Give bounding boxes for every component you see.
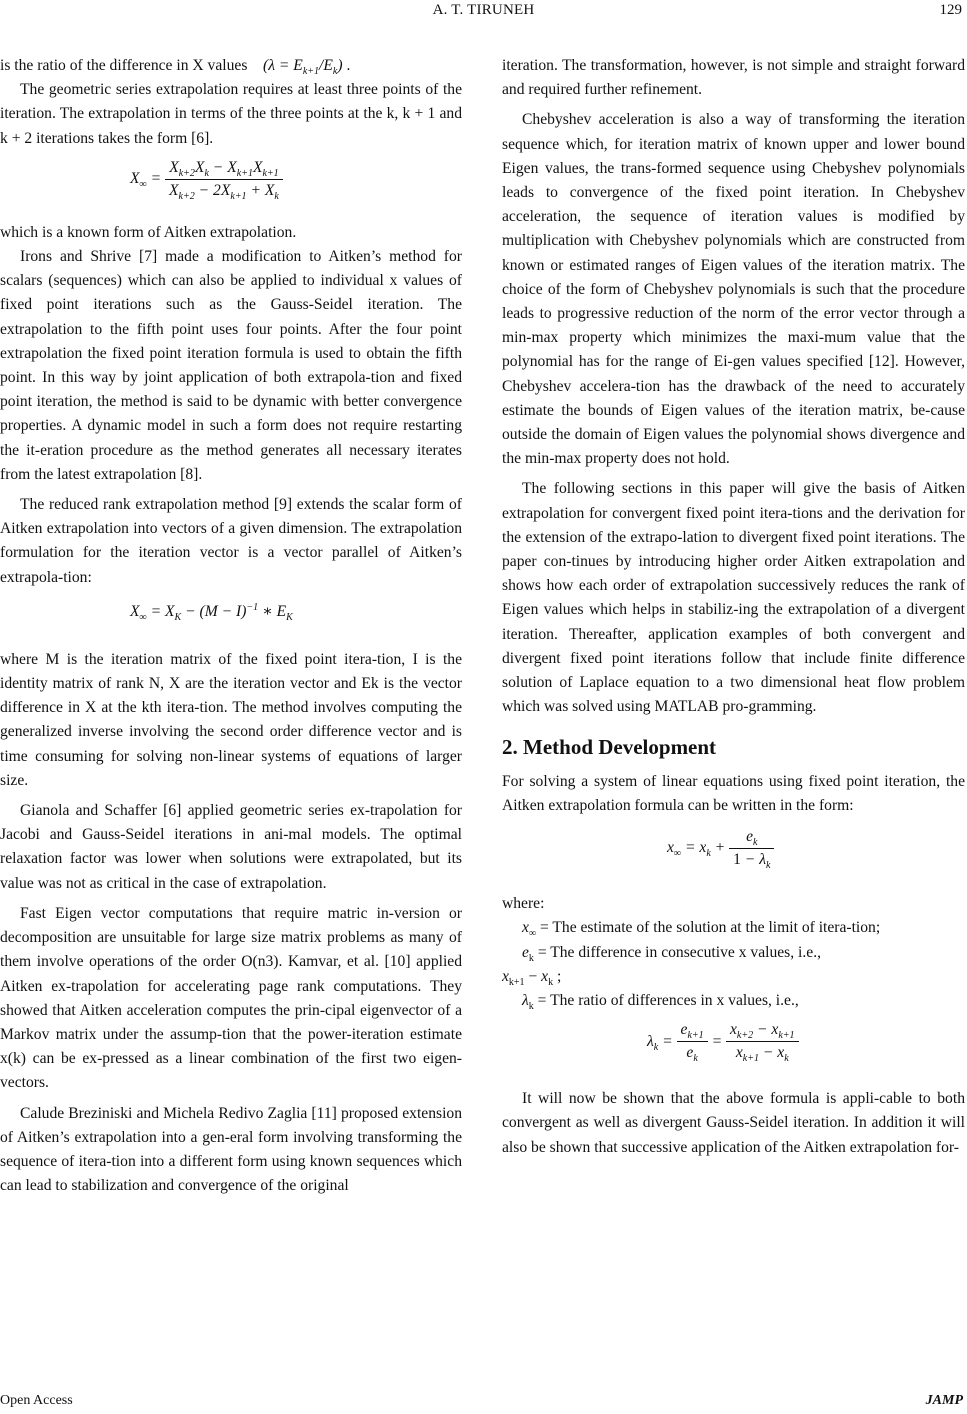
right-para-5: It will now be shown that the above formula is appli-cable to both convergent as well as divergent Gauss-Seidel iteration. In addition it will also be shown that successive application of the Aitken extrapolation for-	[502, 1090, 965, 1156]
running-header-author: A. T. TIRUNEH	[432, 2, 535, 18]
definition-lambda-k-text: = The ratio of differences in x values, i.e.,	[533, 991, 799, 1009]
left-para-1-text: is the ratio of the difference in X values	[0, 57, 248, 74]
right-para-2: Chebyshev acceleration is also a way of transforming the iteration sequence which, for iteration matrix of known upper and lower bound Eigen values, the trans-formed sequence using Chebyshev polynomials leads to convergence of the fixed point iteration. In Chebyshev acceleration, the sequence of iteration values is modified by multiplication with Chebyshev polynomials which are constructed from known or estimated ranges of Eigen values of the iteration matrix. The choice of the form of Chebyshev polynomials is such that the procedure leads to progressive reduction of the norm of the error vector through a min-max property which minimizes the maxi-mum value that the polynomial has for the range of Ei-gen values specified [12]. However, Chebyshev accelera-tion has the drawback of the need to accurately estimate the bounds of Eigen values of the iteration matrix, be-cause outside the domain of Eigen values the polynomial shows divergence and the min-max property does not hold.	[502, 111, 965, 468]
footer-journal: JAMP	[925, 1393, 963, 1408]
left-para-7: Gianola and Schaffer [6] applied geometric series ex-trapolation for Jacobi and Gauss-Seidel iterations in ani-mal models. The optimal relaxation factor was lower when solutions were extrapolated, but its value was not as critical in the case of extrapolation.	[0, 802, 462, 892]
definition-x-inf-text: = The estimate of the solution at the limit of itera-tion;	[536, 919, 881, 937]
left-para-1: is the ratio of the difference in X values $(\lambda = E_{k+1}/E_k)$ .	[0, 57, 351, 78]
left-para-2: The geometric series extrapolation requires at least three points of the iteration. The extrapolation in terms of the three points at the k, k + 1 and k + 2 iterations takes the form [6].	[0, 81, 462, 147]
where-label: where:	[502, 895, 545, 913]
left-column	[0, 54, 462, 1198]
left-para-4: Irons and Shrive [7] made a modification to Aitken’s method for scalars (sequences) which can also be applied to individual x values of fixed point iterations such as the Gauss-Seidel iteration. The extrapolation to the fifth point uses four points. After the four point extrapolation the fixed point iteration formula is used to obtain the fifth point. In this way by joint application of both extrapola-tion and fixed point iteration, the method is said to be dynamic with better convergence properties. A dynamic model in such a form does not require restarting the it-eration procedure as the method generates all necessary iterates from the latest extrapolation [8].	[0, 248, 462, 483]
definition-e-k: $e_k$ = The difference in consecutive x values, i.e.,	[522, 943, 821, 964]
ratio-inline-equation: $(\lambda = E_{k+1}/E_k)$	[251, 57, 343, 78]
lambda-equation: $\lambda_k$ = $\frac{e_{k+1}}{e_k}$ = $\frac{x_{k+2} - x_{k+1}}{x_{k+1} - x_k}$	[647, 1019, 965, 1077]
definition-e-k-formula: $x_{k+1} - x_k$ ;	[502, 967, 562, 988]
right-para-3: The following sections in this paper will give the basis of Aitken extrapolation for convergent fixed point itera-tions and the derivation for the extension of the extrapo-lation to divergent fixed point iterations. The paper con-tinues by introducing higher order Aitken extrapolation and shows how each order of extrapolation successively reduces the rank of Eigen values which helps in stabiliz-ing the extrapolation of a divergent iteration. Thereafter, application examples of both convergent and divergent fixed point iterations follow that include finite difference solution of Laplace equation to a two dimensional heat flow problem which was solved using MATLAB pro-gramming.	[502, 480, 965, 716]
left-para-6: where M is the iteration matrix of the fixed point itera-tion, I is the identity matrix of rank N, X are the iteration vector and Ek is the vector difference in X at the kth itera-tion. The method involves computing the generalized inverse involving the second order difference vector and is time consuming for solving non-linear systems of equations of larger size.	[0, 650, 462, 789]
section-heading: 2. Method Development	[502, 735, 717, 760]
definition-lambda-k: $\lambda_k$ = The ratio of differences in x values, i.e.,	[522, 991, 799, 1013]
left-para-3: which is a known form of Aitken extrapolation.	[0, 223, 297, 241]
left-para-8: Fast Eigen vector computations that require matric in-version or decomposition are unsuitable for large size matrix problems as many of them involve operations of the order O(n3). Kamvar, et al. [10] applied Aitken ex-trapolation for accelerating page rank computations. They showed that Aitken acceleration computes the prin-cipal eigenvector of a Markov matrix under the assump-tion that the power-iteration estimate x(k) can be ex-pressed as a linear combination of the first two eigen-vectors.	[0, 904, 462, 1092]
footer-open-access: Open Access	[0, 1393, 73, 1408]
page-number: 129	[939, 2, 962, 18]
aitken-equation: $X_\infty$ = $\frac{X_{k+2}X_k - X_{k+1}X_{k+1}}{X_{k+2} - 2X_{k+1} + X_k}$	[130, 157, 462, 215]
right-para-4: For solving a system of linear equations using fixed point iteration, the Aitken extrapolation formula can be written in the form:	[502, 772, 965, 814]
left-para-5: The reduced rank extrapolation method [9] extends the scalar form of Aitken extrapolation into vectors of a given dimension. The extrapolation formulation for the iteration vector is a vector parallel of Aitken’s extrapola-tion:	[0, 496, 462, 586]
right-para-1: iteration. The transformation, however, is not simple and straight forward and required further refinement.	[502, 57, 965, 99]
left-para-9: Calude Breziniski and Michela Redivo Zaglia [11] proposed extension of Aitken’s extrapolation into a gen-eral form involving transforming the sequence of itera-tion into a different form using known sequences which can lead to stabilization and convergence of the original	[0, 1104, 462, 1195]
definition-e-k-text: = The difference in consecutive x values, i.e.,	[533, 943, 821, 961]
rre-equation: $X_\infty = X_K - (M - I)^{-1}$ ∗ $E_K$	[130, 601, 293, 623]
aitken-scalar-equation: $x_\infty = x_k$ + $\frac{e_k}{1 - \lambda_k}$	[667, 826, 965, 884]
definition-x-inf: $x_\infty$ = The estimate of the solution at the limit of itera-tion;	[522, 919, 881, 940]
right-column	[502, 54, 965, 1160]
